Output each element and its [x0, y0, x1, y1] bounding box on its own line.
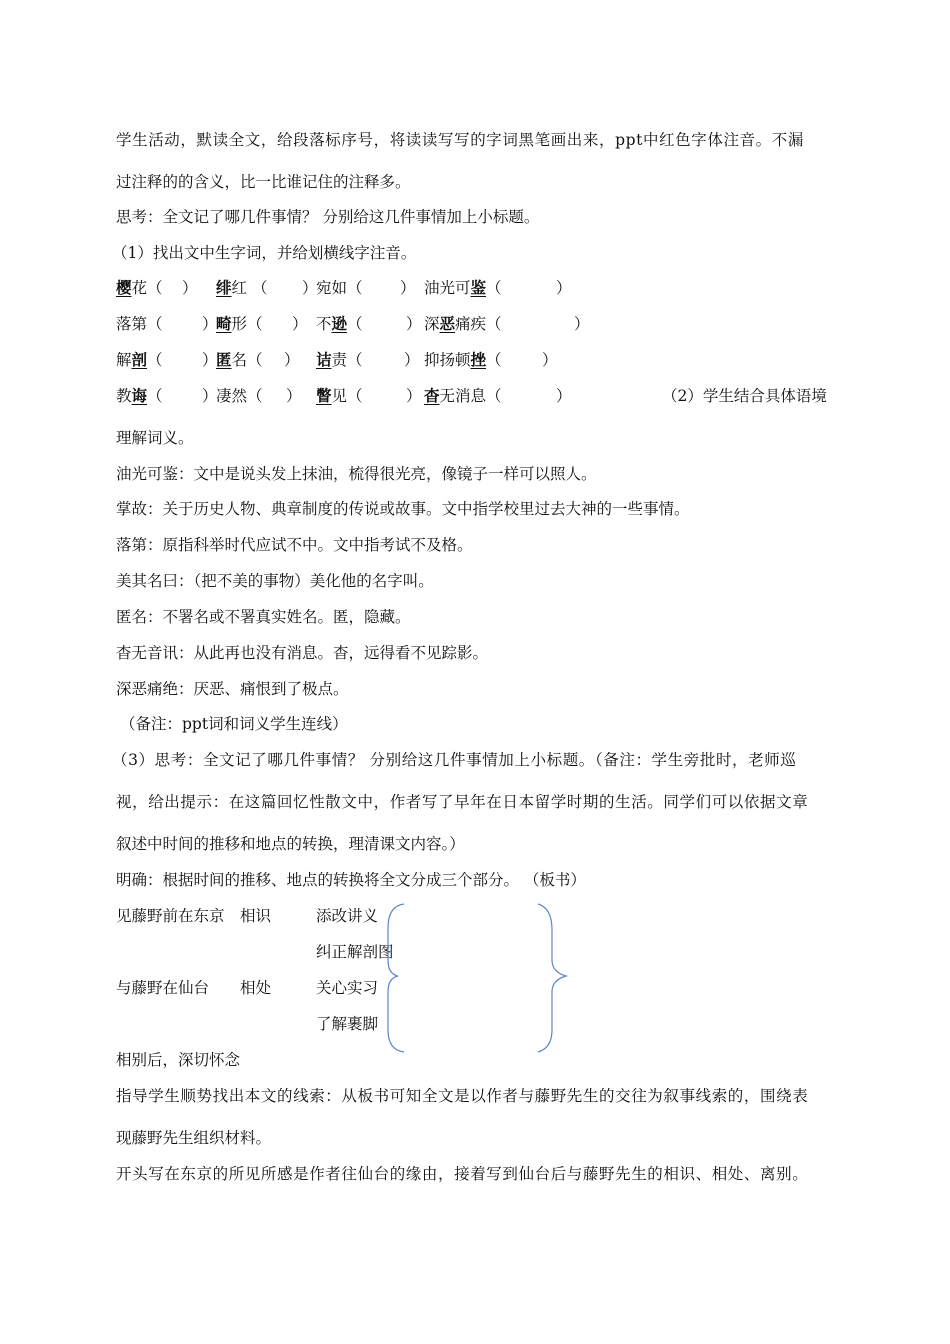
vocab-close-paren: ） — [284, 351, 300, 369]
intro-line-2: 过注释的的含义，比一比谁记住的注释多。 — [116, 173, 411, 191]
definition: 落第：原指科举时代应试不中。文中指考试不及格。 — [116, 536, 473, 554]
board-part-2: 与藤野在仙台 — [116, 979, 210, 997]
guide-line-1: 指导学生顺势找出本文的线索：从板书可知全文是以作者与藤野先生的交往为叙事线索的，围绕表 — [116, 1087, 809, 1105]
vocab-target-char: 绯 — [216, 278, 232, 297]
vocab-target-char: 匿 — [216, 350, 232, 369]
vocab-item — [216, 384, 263, 406]
vocab-close-paren: ） — [202, 315, 218, 333]
vocab-item — [116, 348, 163, 370]
vocab-close-paren: ） — [574, 315, 590, 333]
vocab-rest: （ — [347, 315, 363, 333]
vocab-target-char: 逊 — [331, 314, 348, 333]
vocab-target-char: 剖 — [131, 350, 148, 369]
vocab-item — [424, 348, 502, 370]
vocab-item — [316, 312, 363, 334]
task3-line-1: （3）思考：全文记了哪几件事情？ 分别给这几件事情加上小标题。（备注：学生旁批时，老师巡 — [112, 751, 797, 769]
think-question: 思考：全文记了哪几件事情？ 分别给这几件事情加上小标题。 — [116, 208, 540, 226]
definition: 美其名曰：（把不美的事物）美化他的名字叫。 — [116, 572, 434, 590]
vocab-prefix: 油光可 — [424, 279, 471, 297]
definition: 油光可鉴：文中是说头发上抹油，梳得很光亮，像镜子一样可以照人。 — [116, 465, 597, 483]
board-item: 关心实习 — [316, 979, 379, 997]
closing-line: 开头写在东京的所见所感是作者往仙台的缘由，接着写到仙台后与藤野先生的相识、相处、离别。 — [116, 1165, 809, 1183]
vocab-item — [216, 312, 263, 334]
vocab-rest: 责（ — [331, 351, 363, 369]
vocab-prefix: 宛如（ — [316, 279, 363, 297]
vocab-item — [116, 276, 163, 298]
vocab-item — [424, 384, 502, 406]
vocab-target-char: 挫 — [470, 350, 487, 369]
vocab-close-paren: ） — [404, 351, 420, 369]
board-label-2: 相处 — [240, 979, 272, 997]
vocab-item — [316, 348, 363, 370]
vocab-prefix: 深 — [424, 315, 440, 333]
vocab-rest: 痛疾（ — [455, 315, 502, 333]
board-item: 了解裹脚 — [316, 1015, 379, 1033]
vocab-close-paren: ） — [556, 279, 572, 297]
vocab-target-char: 樱 — [116, 278, 132, 297]
guide-line-2: 现藤野先生组织材料。 — [116, 1129, 272, 1147]
vocab-target-char: 杳 — [424, 386, 440, 405]
task3-line-3: 叙述中时间的推移和地点的转换，理清课文内容。） — [116, 835, 465, 853]
board-part-3: 相别后，深切怀念 — [116, 1051, 241, 1069]
vocab-item — [316, 384, 363, 406]
vocab-prefix: 不 — [316, 315, 332, 333]
vocab-prefix: 解 — [116, 351, 132, 369]
vocab-close-paren: ） — [406, 387, 422, 405]
vocab-target-char: 鉴 — [470, 278, 487, 297]
vocab-close-paren: ） — [202, 351, 218, 369]
vocab-close-paren: ） — [286, 387, 302, 405]
vocab-prefix: 教 — [116, 387, 132, 405]
vocab-close-paren: ） — [292, 315, 308, 333]
vocab-item — [316, 276, 363, 298]
vocab-target-char: 瞥 — [316, 386, 332, 405]
definition: 深恶痛绝：厌恶、痛恨到了极点。 — [116, 680, 349, 698]
definition: 掌故：关于历史人物、典章制度的传说或故事。文中指学校里过去大神的一些事情。 — [116, 500, 690, 518]
vocab-target-char: 诘 — [316, 350, 332, 369]
task3-line-2: 视，给出提示：在这篇回忆性散文中，作者写了早年在日本留学时期的生活。同学们可以依据文章 — [116, 793, 809, 811]
vocab-rest: （ — [147, 387, 163, 405]
vocab-item — [216, 348, 263, 370]
vocab-target-char: 恶 — [439, 314, 456, 333]
vocab-rest: 红 （ — [231, 279, 268, 297]
vocab-rest: （ — [147, 351, 163, 369]
vocab-target-char: 畸 — [216, 314, 232, 333]
vocab-close-paren: ） — [202, 387, 218, 405]
board-item: 添改讲义 — [316, 907, 379, 925]
task2-title-cont: 理解词义。 — [116, 429, 194, 447]
vocab-close-paren: ） — [542, 351, 558, 369]
vocab-target-char: 诲 — [131, 386, 148, 405]
vocab-close-paren: ） — [556, 387, 572, 405]
intro-line-1: 学生活动，默读全文，给段落标序号，将读读写写的字词黑笔画出来，ppt中红色字体注音。不漏 — [116, 131, 804, 149]
vocab-rest: 见（ — [331, 387, 363, 405]
vocab-item — [116, 384, 163, 406]
vocab-item — [424, 276, 502, 298]
vocab-prefix: 抑扬顿 — [424, 351, 471, 369]
note-ppt: （备注：ppt词和词义学生连线） — [120, 715, 348, 733]
task2-title: （2）学生结合具体语境 — [662, 387, 827, 405]
vocab-rest: （ — [486, 279, 502, 297]
clarify-line: 明确：根据时间的推移、地点的转换将全文分成三个部分。 （板书） — [116, 871, 586, 889]
vocab-prefix: 凄然（ — [216, 387, 263, 405]
definition: 杳无音讯：从此再也没有消息。杳，远得看不见踪影。 — [116, 644, 489, 662]
task1-title: （1）找出文中生字词，并给划横线字注音。 — [112, 244, 417, 262]
vocab-rest: 形（ — [231, 315, 263, 333]
vocab-item — [216, 276, 267, 298]
board-label-1: 相识 — [240, 907, 272, 925]
vocab-rest: （ — [486, 351, 502, 369]
vocab-rest: 无消息（ — [439, 387, 502, 405]
definition: 匿名：不署名或不署真实姓名。匿，隐藏。 — [116, 608, 411, 626]
vocab-close-paren: ） — [302, 279, 318, 297]
vocab-close-paren: ） — [406, 315, 422, 333]
vocab-prefix: 落第（ — [116, 315, 163, 333]
board-part-1: 见藤野前在东京 — [116, 907, 225, 925]
vocab-item — [116, 312, 163, 334]
vocab-close-paren: ） — [400, 279, 416, 297]
left-brace — [388, 904, 404, 1052]
vocab-rest: 花（ — [131, 279, 163, 297]
right-brace — [538, 904, 566, 1052]
vocab-rest: 名（ — [231, 351, 263, 369]
vocab-item — [424, 312, 502, 334]
board-item: 纠正解剖图 — [316, 943, 394, 961]
vocab-close-paren: ） — [182, 279, 198, 297]
